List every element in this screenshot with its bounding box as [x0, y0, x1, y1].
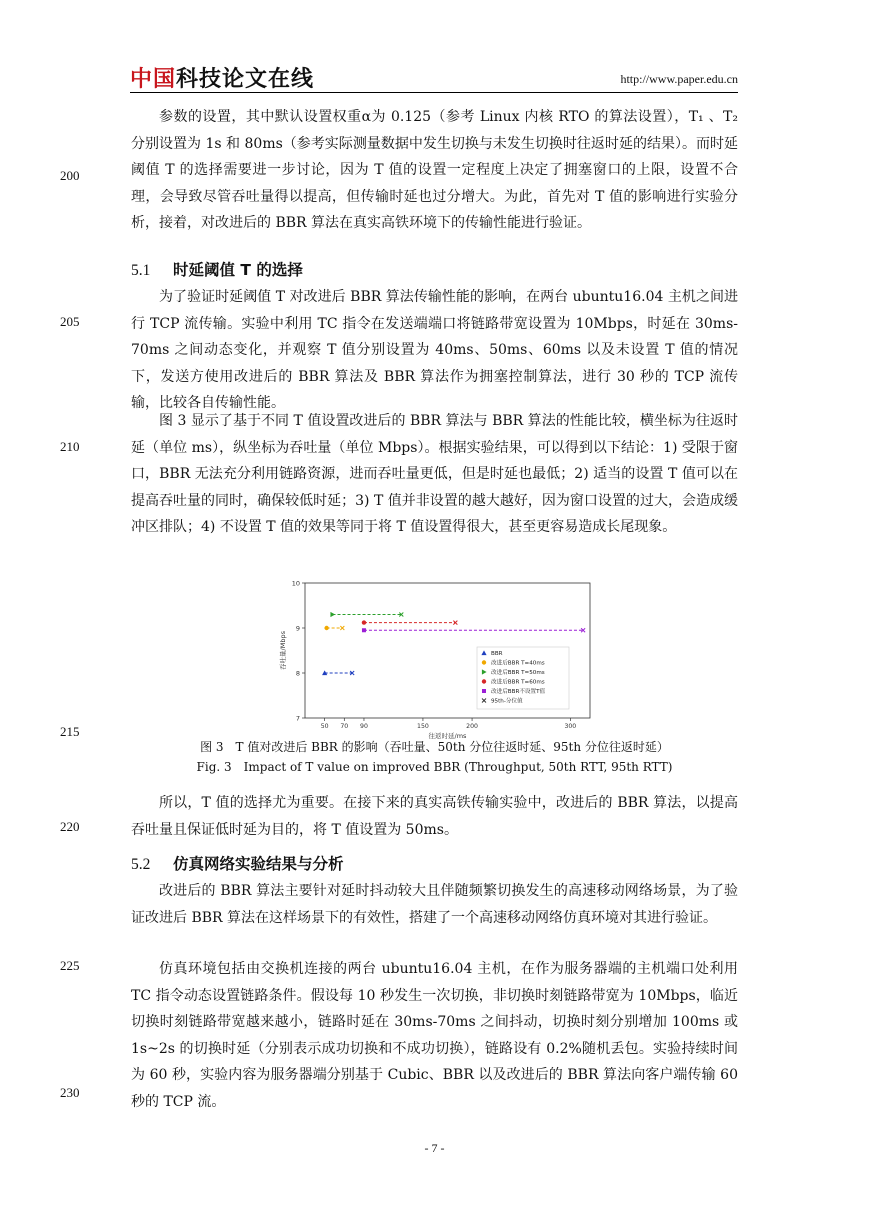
paragraph-text: 参数的设置，其中默认设置权重α为 0.125（参考 Linux 内核 RTO 的算法设置），T₁ 、T₂ 分别设置为 1s 和 80ms（参考实际测量数据中发生切换与未发生切换时往返时延的结果）。而时延阈值 T 的选择需要进一步讨论，因为 T 值的设置一定程度上决定了拥塞窗口的上限，设置不合理，会导致尽管吞吐量得以提高，但传输时延也过分增大。为此，首先对 T 值的影响进行实验分析，接着，对改进后的 BBR 算法在真实高铁环境下的传输性能进行验证。 [131, 109, 738, 231]
page-number: - 7 - [424, 1141, 445, 1155]
paragraph-intro [131, 104, 738, 237]
legend-label: BBR [491, 651, 503, 658]
section-number: 5.1 [131, 262, 151, 279]
section-title: 时延阈值 T 的选择 [173, 261, 303, 279]
rtt95-point [340, 626, 344, 630]
paragraph-text: 改进后的 BBR 算法主要针对延时抖动较大且伴随频繁切换发生的高速移动网络场景，为了验证改进后 BBR 算法在这样场景下的有效性，搭建了一个高速移动网络仿真环境对其进行验证。 [131, 883, 738, 926]
x-tick-label: 90 [360, 723, 368, 730]
legend-marker [482, 660, 486, 664]
rtt50-point [324, 626, 328, 630]
legend-marker [482, 679, 486, 683]
paragraph-5-2-b [131, 956, 738, 1115]
line-number: 225 [60, 958, 80, 973]
section-heading-5-2 [131, 852, 344, 874]
y-tick-label: 9 [295, 624, 300, 633]
line-number: 210 [60, 439, 80, 454]
line-number: 220 [60, 819, 80, 834]
figure-caption-cn: 图 3 T 值对改进后 BBR 的影响（吞吐量、50th 分位往返时延、95th 分位往返时延） [200, 740, 669, 754]
line-number: 200 [60, 168, 80, 183]
paragraph-conclusion-t [131, 790, 738, 843]
paragraph-5-1-b [131, 408, 738, 541]
y-tick-label: 7 [295, 714, 300, 723]
figure-caption-en: Fig. 3 Impact of T value on improved BBR (Throughput, 50th RTT, 95th RTT) [196, 760, 673, 774]
legend-label: 95th-分位值 [491, 698, 523, 705]
x-tick-label: 70 [340, 723, 349, 730]
figure-3-chart [275, 575, 595, 740]
rtt95-point [453, 621, 457, 625]
paragraph-text: 所以，T 值的选择尤为重要。在接下来的真实高铁传输实验中，改进后的 BBR 算法，以提高吞吐量且保证低时延为目的，将 T 值设置为 50ms。 [131, 795, 738, 838]
x-tick-label: 300 [564, 723, 577, 730]
rtt50-point [362, 628, 366, 632]
line-number: 205 [60, 314, 80, 329]
legend-label: 改进后BBR T=50ms [491, 670, 545, 677]
legend-label: 改进后BBR T=60ms [491, 679, 545, 686]
paragraph-text: 图 3 显示了基于不同 T 值设置改进后的 BBR 算法与 BBR 算法的性能比较，横坐标为往返时延（单位 ms），纵坐标为吞吐量（单位 Mbps）。根据实验结果，可以得到以下结论：1) 受限于窗口，BBR 无法充分利用链路资源，进而吞吐量更低，但是时延也最低；2) 适当的设置 T 值可以在提高吞吐量的同时，确保较低时延；3) T 值并非设置的越大越好，因为窗口设置的过大，会造成缓冲区排队；4) 不设置 T 值的效果等同于将 T 值设置得很大，甚至更容易造成长尾现象。 [131, 413, 738, 535]
x-axis-label: 往返时延/ms [428, 732, 467, 740]
y-tick-label: 8 [295, 669, 300, 678]
paragraph-text: 仿真环境包括由交换机连接的两台 ubuntu16.04 主机，在作为服务器端的主机端口处利用 TC 指令动态设置链路条件。假设每 10 秒发生一次切换，非切换时刻链路带宽为 10Mbps，临近切换时刻链路带宽越来越小，链路时延在 30ms-70ms 之间抖动，切换时刻分别增加 100ms 或 1s~2s 的切换时延（分别表示成功切换和不成功切换），链路设有 0.2%随机丢包。实验持续时间为 60 秒，实验内容为服务器端分别基于 Cubic、BBR 以及改进后的 BBR 算法向客户端传输 60 秒的 TCP 流。 [131, 961, 738, 1110]
legend-marker [482, 689, 486, 693]
legend-label: 改进后BBR T=40ms [491, 660, 545, 667]
paragraph-5-1-a [131, 284, 738, 417]
y-tick-label: 10 [291, 579, 300, 588]
section-heading-5-1 [131, 258, 303, 280]
legend-label: 改进后BBR不设置T值 [491, 689, 546, 696]
section-number: 5.2 [131, 856, 151, 873]
rtt50-point [330, 612, 335, 617]
y-axis-label: 吞吐量/Mbps [279, 631, 287, 670]
section-title: 仿真网络实验结果与分析 [173, 855, 344, 873]
x-tick-label: 200 [466, 723, 478, 730]
line-number: 215 [60, 724, 80, 739]
x-tick-label: 150 [417, 723, 429, 730]
rtt50-point [362, 620, 366, 624]
journal-logo: 中国科技论文在线 [130, 67, 315, 92]
header-url[interactable]: http://www.paper.edu.cn [620, 72, 738, 86]
line-number: 230 [60, 1085, 80, 1100]
paragraph-text: 为了验证时延阈值 T 对改进后 BBR 算法传输性能的影响，在两台 ubuntu16.04 主机之间进行 TCP 流传输。实验中利用 TC 指令在发送端端口将链路带宽设置为 10Mbps，时延在 30ms-70ms 之间动态变化，并观察 T 值分别设置为 40ms、50ms、60ms 以及未设置 T 值的情况下，发送方使用改进后的 BBR 算法及 BBR 算法作为拥塞控制算法，进行 30 秒的 TCP 流传输，比较各自传输性能。 [131, 289, 738, 411]
header-rule [130, 92, 738, 93]
paragraph-5-2-a [131, 878, 738, 931]
x-tick-label: 50 [320, 723, 329, 730]
